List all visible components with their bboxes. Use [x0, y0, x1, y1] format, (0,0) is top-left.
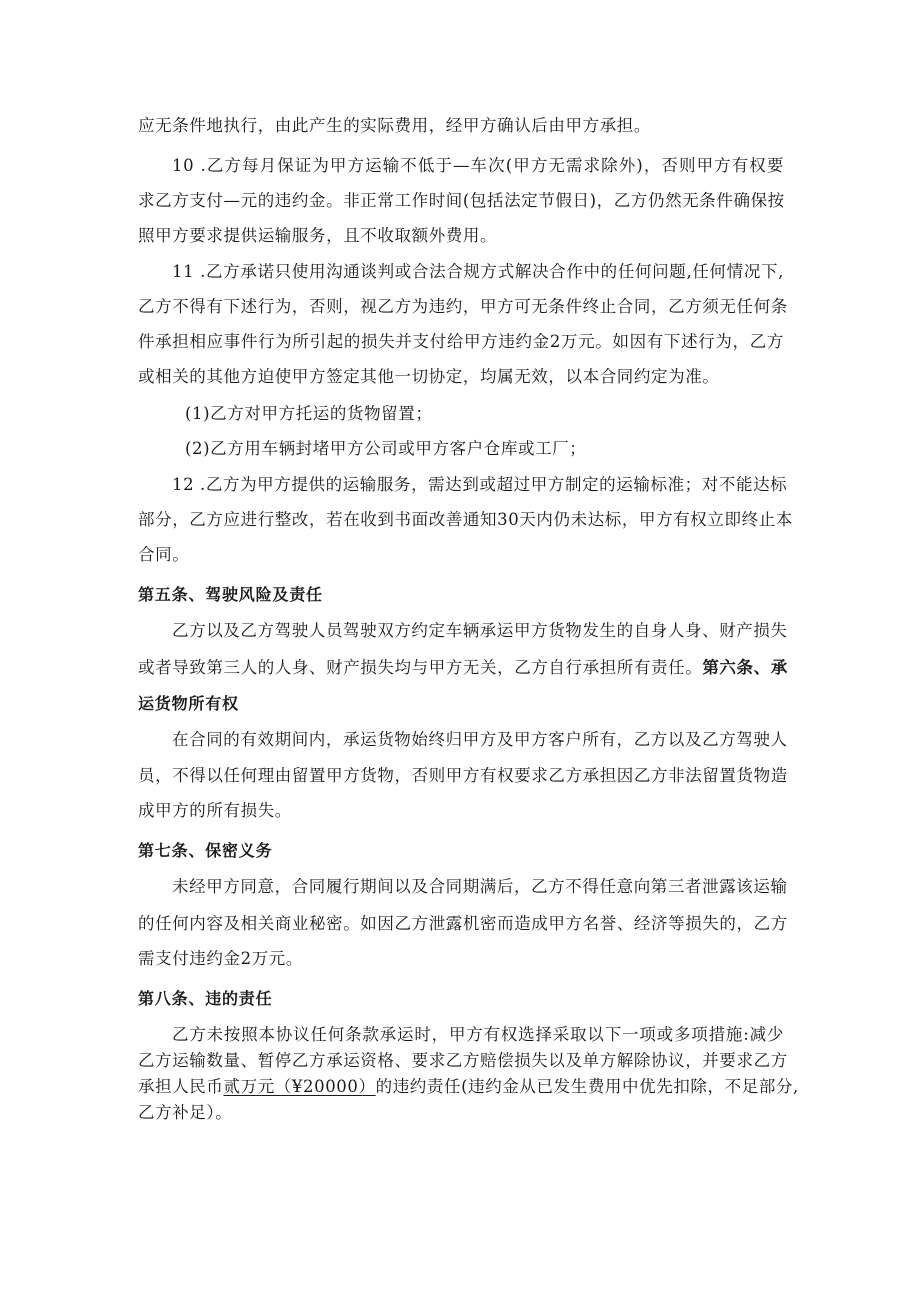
- paragraph-text: 或者导致第三人的人身、财产损失均与甲方无关，乙方自行承担所有责任。: [138, 658, 703, 677]
- paragraph-line: 乙方补足）。: [138, 1103, 233, 1122]
- paragraph-line: 件承担相应事件行为所引起的损失并支付给甲方违约金2万元。如因有下述行为，乙方: [138, 332, 784, 351]
- paragraph-line: 应无条件地执行，由此产生的实际费用，经甲方确认后由甲方承担。: [138, 116, 651, 135]
- clause-12-line: 12 .乙方为甲方提供的运输服务，需达到或超过甲方制定的运输标准；对不能达标: [172, 475, 788, 494]
- paragraph-line: 未经甲方同意，合同履行期间以及合同期满后，乙方不得任意向第三者泄露该运输: [172, 877, 788, 896]
- paragraph-line: 的任何内容及相关商业秘密。如因乙方泄露机密而造成甲方名誉、经济等损失的，乙方: [138, 914, 788, 933]
- clause-10-line: 10 .乙方每月保证为甲方运输不低于—车次(甲方无需求除外)，否则甲方有权要: [172, 156, 784, 175]
- paragraph-line: 乙方以及乙方驾驶人员驾驶双方约定车辆承运甲方货物发生的自身人身、财产损失: [172, 621, 788, 640]
- paragraph-line: 需支付违约金2万元。: [138, 949, 303, 968]
- paragraph-text: 的违约责任(违约金从已发生费用中优先扣除，不足部分,: [375, 1077, 799, 1096]
- paragraph-line: [138, 657, 788, 679]
- paragraph-line: 照甲方要求提供运输服务，且不收取额外费用。: [138, 226, 498, 245]
- section-heading-5: 第五条、驾驶风险及责任: [138, 585, 323, 604]
- paragraph-line: 部分，乙方应进行整改，若在收到书面改善通知30天内仍未达标，甲方有权立即终止本: [138, 510, 793, 529]
- paragraph-line: 乙方运输数量、暂停乙方承运资格、要求乙方赔偿损失以及单方解除协议，并要求乙方: [138, 1051, 788, 1070]
- section-heading-7: 第七条、保密义务: [138, 841, 273, 860]
- paragraph-line: 在合同的有效期间内，承运货物始终归甲方及甲方客户所有，乙方以及乙方驾驶人: [172, 730, 788, 749]
- paragraph-line: 成甲方的所有损失。: [138, 801, 292, 820]
- paragraph-line: 或相关的其他方迫使甲方签定其他一切协定，均属无效，以本合同约定为准。: [138, 367, 720, 386]
- list-item: (1)乙方对甲方托运的货物留置；: [185, 404, 433, 423]
- penalty-amount: 贰万元（¥20000）: [223, 1077, 376, 1096]
- paragraph-line: 合同。: [138, 545, 190, 564]
- section-heading-6-cont: 运货物所有权: [138, 694, 239, 713]
- paragraph-line: 求乙方支付—元的违约金。非正常工作时间(包括法定节假日)，乙方仍然无条件确保按: [138, 191, 785, 210]
- section-heading-8: 第八条、违的责任: [138, 989, 273, 1008]
- section-heading-6: 第六条、承: [702, 658, 788, 677]
- paragraph-line: 乙方不得有下述行为，否则，视乙方为违约，甲方可无条件终止合同，乙方须无任何条: [138, 297, 788, 316]
- paragraph-line: 员，不得以任何理由留置甲方货物，否则甲方有权要求乙方承担因乙方非法留置货物造: [138, 766, 788, 785]
- clause-11-line: 11 .乙方承诺只使用沟通谈判或合法合规方式解决合作中的任何问题,任何情况下,: [172, 262, 784, 281]
- paragraph-line: [138, 1076, 799, 1098]
- paragraph-line: 乙方未按照本协议任何条款承运时，甲方有权选择采取以下一项或多项措施:减少: [172, 1025, 784, 1044]
- list-item: (2)乙方用车辆封堵甲方公司或甲方客户仓库或工厂；: [185, 439, 587, 458]
- paragraph-text: 承担人民币: [138, 1077, 224, 1096]
